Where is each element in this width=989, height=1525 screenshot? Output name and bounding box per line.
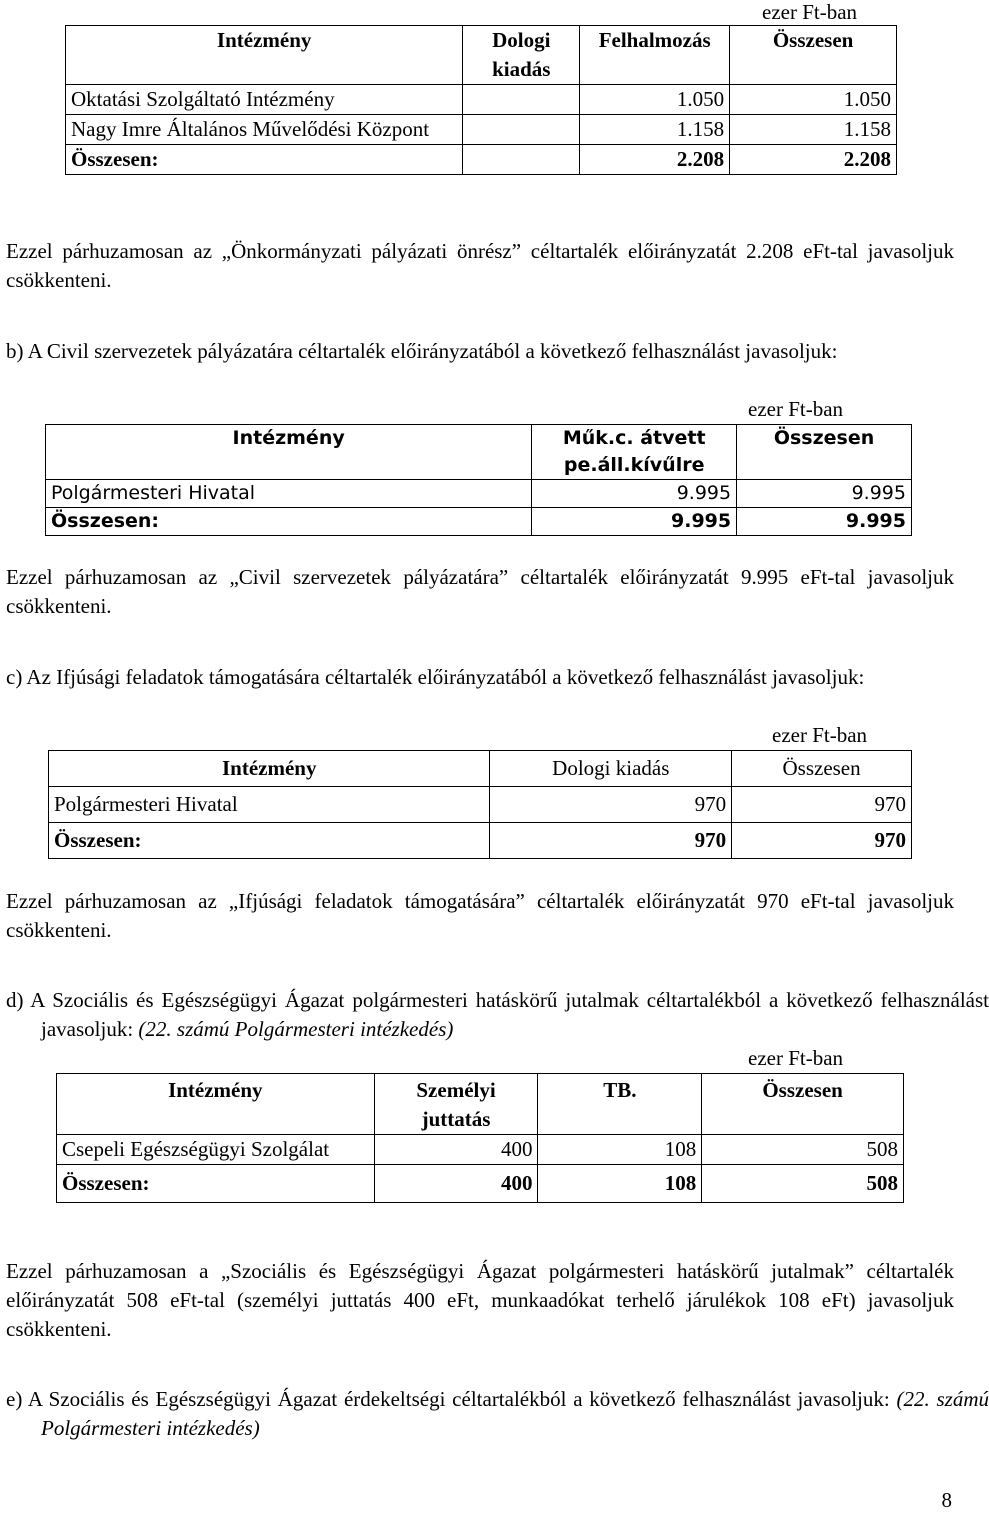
table-c xyxy=(48,750,912,859)
cell: 2.208 xyxy=(730,145,897,175)
cell: 400 xyxy=(374,1135,538,1165)
cell: 508 xyxy=(702,1165,904,1203)
cell: Összesen: xyxy=(57,1165,375,1203)
table-total-row xyxy=(57,1165,904,1203)
cell: Polgármesteri Hivatal xyxy=(49,787,490,823)
col-header-dologi: Dologi kiadás xyxy=(463,26,580,85)
cell: Csepeli Egészségügyi Szolgálat xyxy=(57,1135,375,1165)
cell: Összesen: xyxy=(49,823,490,859)
col-header-osszesen: Összesen xyxy=(730,26,897,85)
table-header-row xyxy=(49,751,912,787)
unit-label: ezer Ft-ban xyxy=(748,397,844,421)
table-row xyxy=(57,1135,904,1165)
cell: 1.050 xyxy=(730,85,897,115)
table-d xyxy=(56,1073,904,1203)
cell: Összesen: xyxy=(46,508,532,536)
col-header-intezmeny: Intézmény xyxy=(49,751,490,787)
table-header-row xyxy=(66,26,897,85)
cell: 9.995 xyxy=(532,508,737,536)
table-row xyxy=(46,480,912,508)
section-e-text xyxy=(6,1385,989,1443)
table-total-row xyxy=(66,145,897,175)
cell: Oktatási Szolgáltató Intézmény xyxy=(66,85,463,115)
cell: 970 xyxy=(490,823,732,859)
section-d-after: Ezzel párhuzamosan a „Szociális és Egészségügyi Ágazat polgármesteri hatáskörű jutalmak” céltartalék előirányzatát 508 eFt-tal (személyi juttatás 400 eFt, munkaadókat terhelő járulékok 108 eFt) javasoljuk csökkenteni. xyxy=(6,1259,954,1341)
section-b-text: b) A Civil szervezetek pályázatára céltartalék előirányzatából a következő felhasználást javasoljuk: xyxy=(6,339,838,363)
section-c-after: Ezzel párhuzamosan az „Ifjúsági feladatok támogatására” céltartalék előirányzatát 970 eFt-tal javasoljuk csökkenteni. xyxy=(6,889,954,942)
cell: 1.158 xyxy=(580,115,730,145)
cell: 9.995 xyxy=(532,480,737,508)
table-row xyxy=(49,787,912,823)
cell: 1.050 xyxy=(580,85,730,115)
table-1 xyxy=(65,25,897,175)
cell: 400 xyxy=(374,1165,538,1203)
table-b xyxy=(45,424,912,536)
col-header-tb: TB. xyxy=(538,1074,702,1135)
cell: 9.995 xyxy=(737,508,912,536)
unit-label: ezer Ft-ban xyxy=(772,723,868,747)
table-total-row xyxy=(46,508,912,536)
col-header-felhalmozas: Felhalmozás xyxy=(580,26,730,85)
cell: 108 xyxy=(538,1165,702,1203)
col-header-osszesen: Összesen xyxy=(737,425,912,480)
table-header-row xyxy=(46,425,912,480)
table-total-row xyxy=(49,823,912,859)
cell: 108 xyxy=(538,1135,702,1165)
cell: 970 xyxy=(732,823,912,859)
section-d-reference: (22. számú Polgármesteri intézkedés) xyxy=(138,1017,454,1041)
col-header-szemelyi: Személyi juttatás xyxy=(374,1074,538,1135)
cell: 9.995 xyxy=(737,480,912,508)
cell: 970 xyxy=(732,787,912,823)
section-c-text: c) Az Ifjúsági feladatok támogatására céltartalék előirányzatából a következő felhasználást javasoljuk: xyxy=(6,665,865,689)
section-d-text xyxy=(6,986,989,1044)
col-header-muk: Műk.c. átvett pe.áll.kívűlre xyxy=(532,425,737,480)
table-row xyxy=(66,85,897,115)
section-e-body: e) A Szociális és Egészségügyi Ágazat érdekeltségi céltartalékból a következő felhasználást javasoljuk: xyxy=(6,1387,897,1411)
col-header-intezmeny: Intézmény xyxy=(66,26,463,85)
col-header-osszesen: Összesen xyxy=(702,1074,904,1135)
cell: Összesen: xyxy=(66,145,463,175)
unit-label: ezer Ft-ban xyxy=(748,1046,844,1070)
cell: 2.208 xyxy=(580,145,730,175)
cell xyxy=(463,145,580,175)
section-b-after: Ezzel párhuzamosan az „Civil szervezetek pályázatára” céltartalék előirányzatát 9.995 eFt-tal javasoljuk csökkenteni. xyxy=(6,565,954,618)
col-header-dologi: Dologi kiadás xyxy=(490,751,732,787)
cell xyxy=(463,85,580,115)
cell: 508 xyxy=(702,1135,904,1165)
unit-label: ezer Ft-ban xyxy=(762,0,858,24)
section-e-reference: (22. számú Polgármesteri intézkedés) xyxy=(41,1387,989,1440)
col-header-osszesen: Összesen xyxy=(732,751,912,787)
cell: 970 xyxy=(490,787,732,823)
section-d-body: d) A Szociális és Egészségügyi Ágazat polgármesteri hatáskörű jutalmak céltartalékból a következő felhasználást javasoljuk: xyxy=(6,988,989,1041)
paragraph-1: Ezzel párhuzamosan az „Önkormányzati pályázati önrész” céltartalék előirányzatát 2.208 eFt-tal javasoljuk csökkenteni. xyxy=(6,239,954,292)
cell: Nagy Imre Általános Művelődési Központ xyxy=(66,115,463,145)
table-header-row xyxy=(57,1074,904,1135)
table-row xyxy=(66,115,897,145)
cell xyxy=(463,115,580,145)
col-header-intezmeny: Intézmény xyxy=(57,1074,375,1135)
cell: Polgármesteri Hivatal xyxy=(46,480,532,508)
page-number: 8 xyxy=(941,1488,952,1512)
cell: 1.158 xyxy=(730,115,897,145)
col-header-intezmeny: Intézmény xyxy=(46,425,532,480)
